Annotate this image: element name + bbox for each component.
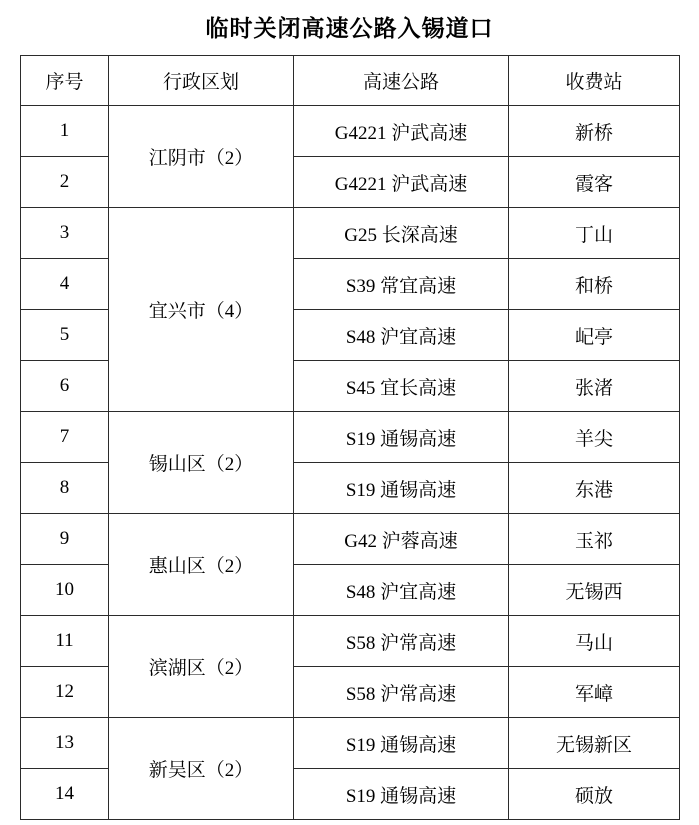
- cell-seq: 10: [21, 565, 109, 616]
- cell-district: 新吴区（2）: [109, 718, 294, 820]
- cell-seq: 6: [21, 361, 109, 412]
- table-row: [21, 106, 680, 157]
- cell-highway: S19 通锡高速: [294, 718, 509, 769]
- column-header-highway: 高速公路: [294, 56, 509, 106]
- cell-seq: 1: [21, 106, 109, 157]
- table-header: [21, 56, 680, 106]
- cell-seq: 13: [21, 718, 109, 769]
- highway-closure-table: [20, 55, 680, 820]
- table-row: [21, 616, 680, 667]
- cell-highway: S19 通锡高速: [294, 412, 509, 463]
- cell-seq: 14: [21, 769, 109, 820]
- cell-district: 惠山区（2）: [109, 514, 294, 616]
- cell-seq: 5: [21, 310, 109, 361]
- cell-district: 江阴市（2）: [109, 106, 294, 208]
- cell-highway: S58 沪常高速: [294, 667, 509, 718]
- cell-seq: 8: [21, 463, 109, 514]
- cell-toll: 丁山: [509, 208, 680, 259]
- table-row: [21, 208, 680, 259]
- cell-toll: 新桥: [509, 106, 680, 157]
- table-header-row: [21, 56, 680, 106]
- column-header-toll: 收费站: [509, 56, 680, 106]
- cell-toll: 羊尖: [509, 412, 680, 463]
- cell-highway: G4221 沪武高速: [294, 106, 509, 157]
- cell-toll: 东港: [509, 463, 680, 514]
- table-body: [21, 106, 680, 820]
- cell-highway: G25 长深高速: [294, 208, 509, 259]
- table-container: [0, 55, 699, 820]
- cell-seq: 4: [21, 259, 109, 310]
- cell-highway: S19 通锡高速: [294, 463, 509, 514]
- table-row: [21, 412, 680, 463]
- cell-seq: 3: [21, 208, 109, 259]
- cell-seq: 11: [21, 616, 109, 667]
- cell-seq: 9: [21, 514, 109, 565]
- cell-toll: 玉祁: [509, 514, 680, 565]
- cell-toll: 屺亭: [509, 310, 680, 361]
- cell-seq: 12: [21, 667, 109, 718]
- cell-toll: 硕放: [509, 769, 680, 820]
- cell-highway: G42 沪蓉高速: [294, 514, 509, 565]
- cell-toll: 军嶂: [509, 667, 680, 718]
- cell-toll: 无锡西: [509, 565, 680, 616]
- cell-highway: S48 沪宜高速: [294, 565, 509, 616]
- cell-district: 宜兴市（4）: [109, 208, 294, 412]
- cell-toll: 无锡新区: [509, 718, 680, 769]
- cell-highway: S45 宜长高速: [294, 361, 509, 412]
- cell-highway: S58 沪常高速: [294, 616, 509, 667]
- cell-toll: 霞客: [509, 157, 680, 208]
- cell-toll: 马山: [509, 616, 680, 667]
- cell-highway: S19 通锡高速: [294, 769, 509, 820]
- cell-highway: S39 常宜高速: [294, 259, 509, 310]
- cell-district: 滨湖区（2）: [109, 616, 294, 718]
- cell-seq: 7: [21, 412, 109, 463]
- page-title: 临时关闭高速公路入锡道口: [205, 15, 494, 41]
- column-header-district: 行政区划: [109, 56, 294, 106]
- cell-toll: 和桥: [509, 259, 680, 310]
- cell-seq: 2: [21, 157, 109, 208]
- cell-highway: G4221 沪武高速: [294, 157, 509, 208]
- cell-district: 锡山区（2）: [109, 412, 294, 514]
- table-row: [21, 718, 680, 769]
- table-row: [21, 514, 680, 565]
- cell-toll: 张渚: [509, 361, 680, 412]
- column-header-seq: 序号: [21, 56, 109, 106]
- cell-highway: S48 沪宜高速: [294, 310, 509, 361]
